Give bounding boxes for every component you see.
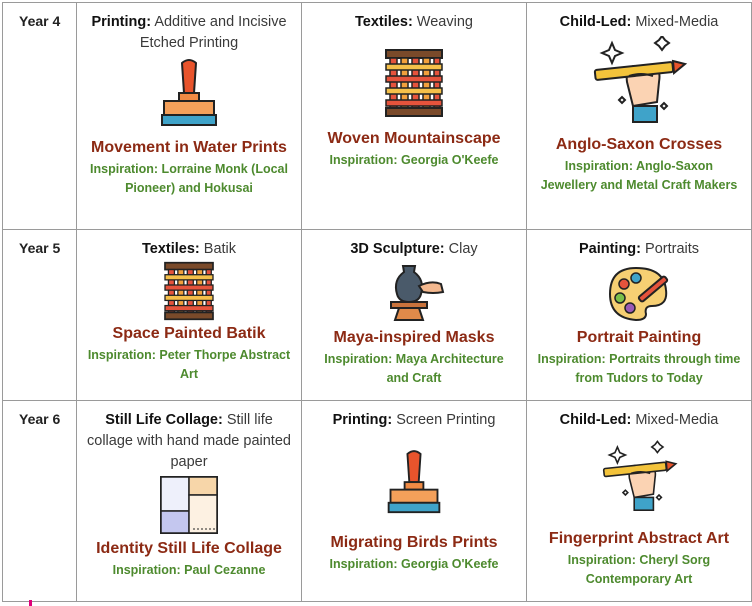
stamp-icon [77,54,301,136]
project-title: Migrating Birds Prints [330,534,498,551]
cell-header [527,3,751,33]
project-title: Woven Mountainscape [327,130,501,147]
palette-icon [527,260,751,326]
page-marker [29,600,32,606]
inspiration-text: Inspiration: Georgia O'Keefe [329,557,499,571]
category-label: Child-Led: [559,412,632,428]
category-desc: Weaving [412,14,473,30]
inspiration-text: Inspiration: Peter Thorpe Abstract Art [87,348,291,381]
category-label: Child-Led: [559,14,632,30]
hand-pencil-icon [527,33,751,133]
cell-header [77,230,301,260]
inspiration-text: Inspiration: Cheryl Sorg Contemporary Art [567,553,711,586]
inspiration-text: Inspiration: Portraits through time from Tudors to Today [537,352,741,385]
category-desc: Additive and Incisive Etched Printing [139,14,287,51]
project-title: Identity Still Life Collage [96,540,282,557]
cell-header [302,401,526,431]
curriculum-table [2,2,752,602]
table-cell [527,3,752,230]
cell-header [527,401,751,431]
inspiration-text: Inspiration: Lorraine Monk (Local Pioneer) and Hokusai [90,162,288,195]
inspiration-text: Inspiration: Georgia O'Keefe [329,153,499,167]
category-desc: Still life collage with hand made painted paper [87,412,291,470]
table-row [3,401,752,602]
collage-icon [77,473,301,537]
category-label: Textiles: [141,241,200,257]
table-cell [527,401,752,602]
category-desc: Screen Printing [392,412,496,428]
weaving-icon [77,260,301,322]
table-cell [77,3,302,230]
pottery-wheel-icon [302,260,526,326]
table-cell [302,230,527,401]
inspiration-text: Inspiration: Anglo-Saxon Jewellery and Metal Craft Makers [540,159,738,192]
year-label: Year 5 [3,230,77,401]
category-label: Textiles: [355,14,413,30]
cell-header [77,3,301,54]
category-desc: Portraits [641,241,700,257]
table-row [3,230,752,401]
cell-header [77,401,301,473]
cell-header [302,3,526,33]
cell-header [527,230,751,260]
weaving-icon [302,33,526,127]
stamp-icon [302,431,526,531]
year-label: Year 6 [3,401,77,602]
inspiration-text: Inspiration: Maya Architecture and Craft [324,352,504,385]
table-row [3,3,752,230]
table-cell [527,230,752,401]
table-cell [302,3,527,230]
category-desc: Clay [444,241,478,257]
category-label: Printing: [332,412,393,428]
project-title: Portrait Painting [576,329,702,346]
project-title: Movement in Water Prints [91,139,287,156]
category-label: 3D Sculpture: [350,241,445,257]
category-label: Still Life Collage: [105,412,223,428]
table-cell [302,401,527,602]
year-label: Year 4 [3,3,77,230]
hand-pencil-icon [527,431,751,527]
project-title: Fingerprint Abstract Art [548,530,730,547]
category-label: Printing: [91,14,152,30]
category-desc: Batik [199,241,237,257]
category-desc: Mixed-Media [631,14,719,30]
inspiration-text: Inspiration: Paul Cezanne [112,563,266,577]
cell-header [302,230,526,260]
table-cell [77,401,302,602]
project-title: Maya-inspired Masks [333,329,495,346]
project-title: Anglo-Saxon Crosses [555,136,723,153]
category-desc: Mixed-Media [631,412,719,428]
category-label: Painting: [578,241,641,257]
table-cell [77,230,302,401]
project-title: Space Painted Batik [112,325,266,342]
